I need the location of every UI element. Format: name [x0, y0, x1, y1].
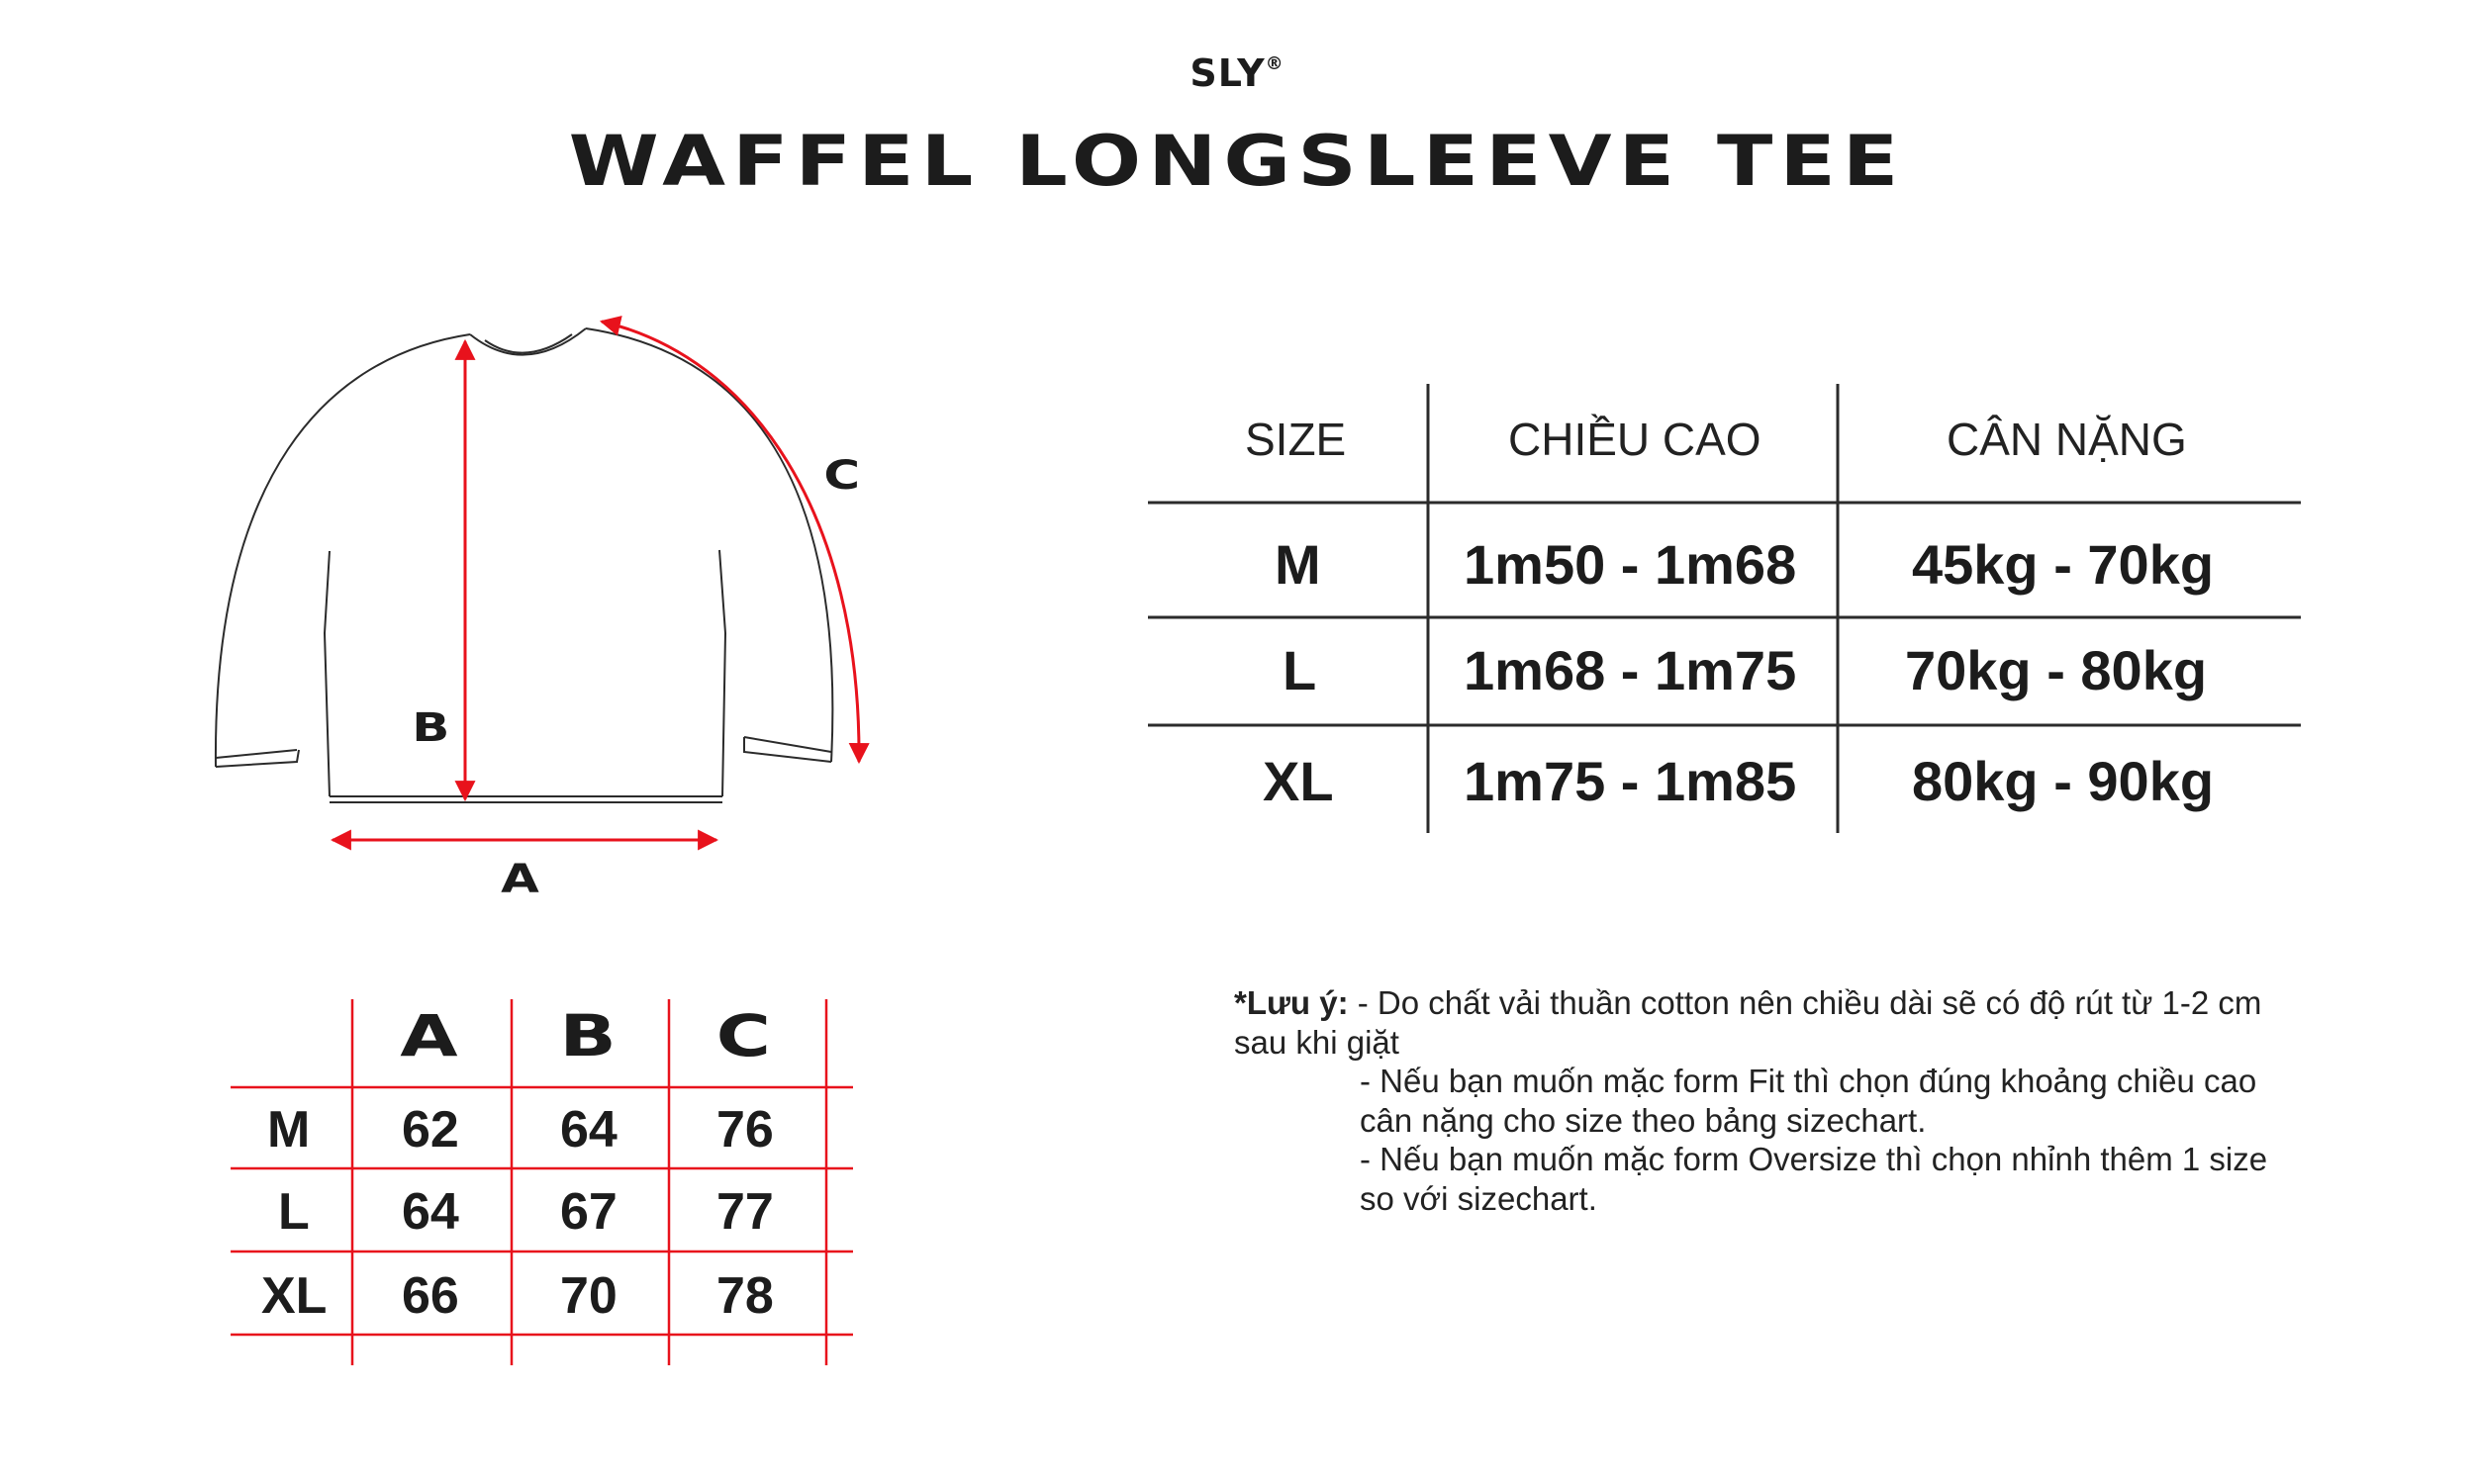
value-a: 66 [402, 1267, 459, 1325]
height-cell: 1m68 - 1m75 [1464, 639, 1797, 701]
brand-name: SLY [1189, 51, 1266, 95]
weight-cell: 80kg - 90kg [1912, 750, 2215, 812]
label-b: B [412, 705, 450, 751]
weight-cell: 45kg - 70kg [1912, 533, 2215, 596]
header-a: A [400, 1002, 458, 1069]
header-weight: CÂN NẶNG [1947, 414, 2187, 465]
size-cell: L [1283, 639, 1317, 701]
note-line-1: - Do chất vải thuần cotton nên chiều dài sẽ có độ rút từ 1-2 cm sau khi giặt [1234, 984, 2262, 1061]
value-c: 76 [716, 1101, 774, 1159]
header-c: C [715, 1002, 771, 1069]
size-cell: M [1275, 533, 1321, 596]
label-c: C [823, 453, 861, 499]
product-title: WAFFEL LONGSLEEVE TEE [568, 121, 1906, 202]
weight-cell: 70kg - 80kg [1905, 639, 2208, 701]
header-size: SIZE [1245, 414, 1347, 465]
value-c: 77 [716, 1183, 774, 1241]
row-size: L [278, 1183, 310, 1241]
row-size: M [267, 1101, 311, 1159]
row-size: XL [261, 1267, 328, 1325]
size-cell: XL [1263, 750, 1334, 812]
header-b: B [559, 1002, 617, 1069]
value-b: 70 [560, 1267, 618, 1325]
registered-mark: ® [1265, 53, 1285, 74]
note-prefix: *Lưu ý: [1234, 984, 1349, 1021]
value-a: 64 [402, 1183, 459, 1241]
height-cell: 1m50 - 1m68 [1464, 533, 1797, 596]
care-note [1234, 983, 2308, 1218]
label-a: A [501, 857, 539, 902]
height-cell: 1m75 - 1m85 [1464, 750, 1797, 812]
note-line-3: - Nếu bạn muốn mặc form Oversize thì chọn nhỉnh thêm 1 size so với sizechart. [1360, 1141, 2268, 1217]
value-c: 78 [716, 1267, 774, 1325]
value-b: 67 [560, 1183, 618, 1241]
value-b: 64 [560, 1101, 618, 1159]
note-line-2: - Nếu bạn muốn mặc form Fit thì chọn đúng khoảng chiều cao cân nặng cho size theo bảng sizechart. [1360, 1063, 2257, 1139]
header-height: CHIỀU CAO [1508, 414, 1761, 465]
value-a: 62 [402, 1101, 459, 1159]
